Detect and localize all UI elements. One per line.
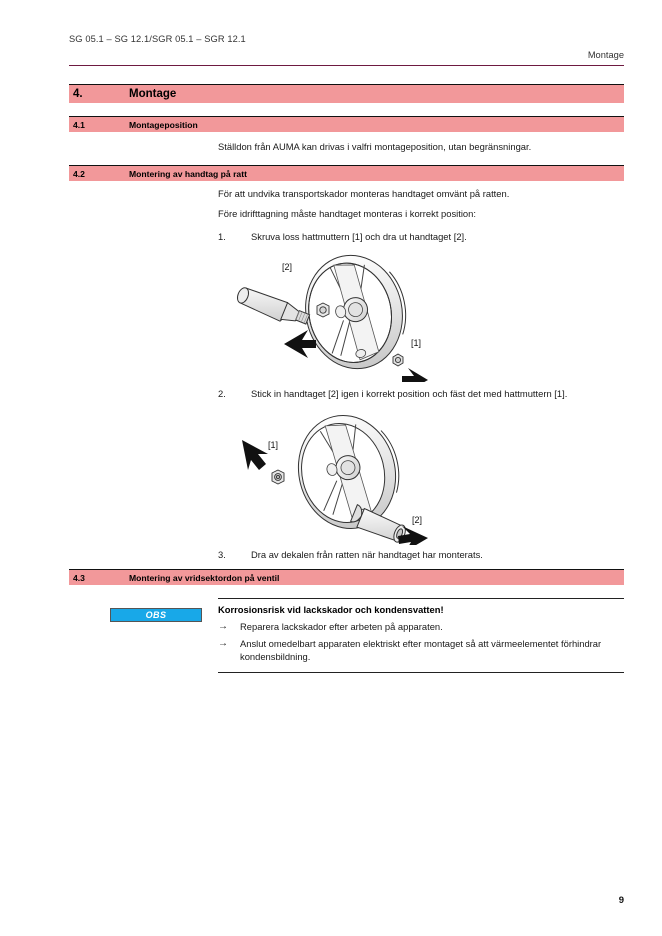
figure-handwheel-disassembly — [232, 252, 442, 382]
step-1-text: Skruva loss hattmuttern [1] och dra ut handtaget [2]. — [251, 231, 467, 242]
heading-4-3-title: Montering av vridsektordon på ventil — [129, 572, 280, 583]
running-head-left: SG 05.1 – SG 12.1/SGR 05.1 – SGR 12.1 — [69, 34, 246, 44]
note-badge-label: OBS — [145, 610, 167, 620]
heading-4-1-title: Montageposition — [129, 119, 198, 130]
figure-1-label-handle: [2] — [282, 262, 293, 272]
note-title: Korrosionsrisk vid lackskador och kondensvatten! — [218, 604, 444, 615]
heading-4-number: 4. — [73, 88, 83, 100]
figure-2-drawing — [232, 410, 442, 545]
heading-4-title: Montage — [129, 88, 177, 100]
arrow-bullet-icon: → — [218, 621, 228, 632]
page-number: 9 — [618, 895, 624, 906]
step-3-number: 3. — [218, 549, 226, 560]
running-head-right: Montage — [587, 50, 624, 60]
arrow-right-figure-1 — [402, 368, 428, 382]
figure-2-label-handle: [2] — [412, 515, 423, 525]
note-bottom-rule — [218, 672, 624, 673]
paragraph-4-1: Ställdon från AUMA kan drivas i valfri montageposition, utan begränsningar. — [218, 141, 532, 152]
heading-4-1-number: 4.1 — [73, 119, 85, 130]
figure-1-drawing — [232, 252, 442, 382]
heading-section-4-2 — [69, 165, 624, 181]
heading-4-3-number: 4.3 — [73, 572, 85, 583]
arrow-bullet-icon: → — [218, 638, 228, 649]
note-badge-obs — [110, 608, 202, 622]
note-item-1 — [218, 621, 624, 634]
step-item-3 — [218, 549, 624, 560]
heading-4-2-number: 4.2 — [73, 168, 85, 179]
figure-2-label-nut: [1] — [268, 440, 279, 450]
arrow-left-figure-2 — [242, 440, 268, 470]
step-2-number: 2. — [218, 388, 226, 399]
heading-section-4 — [69, 84, 624, 103]
note-top-rule — [218, 598, 624, 599]
paragraph-4-2-b: Före idrifttagning måste handtaget monteras i korrekt position: — [218, 208, 476, 219]
note-item-1-text: Reparera lackskador efter arbeten på apparaten. — [240, 621, 443, 632]
paragraph-4-2-a: För att undvika transportskador monteras handtaget omvänt på ratten. — [218, 188, 510, 199]
heading-section-4-3 — [69, 569, 624, 585]
step-item-2 — [218, 388, 624, 399]
figure-1-label-nut: [1] — [411, 338, 422, 348]
heading-4-2-title: Montering av handtag på ratt — [129, 168, 247, 179]
step-1-number: 1. — [218, 231, 226, 242]
step-3-text: Dra av dekalen från ratten när handtaget har monterats. — [251, 549, 483, 560]
step-item-1 — [218, 231, 624, 242]
heading-section-4-1 — [69, 116, 624, 132]
note-item-2-text: Anslut omedelbart apparaten elektriskt efter montaget så att värmeelementet förhindrar kondensbildning. — [240, 638, 602, 662]
note-item-2 — [218, 638, 624, 663]
figure-handwheel-assembled — [232, 410, 442, 545]
header-rule — [69, 65, 624, 66]
step-2-text: Stick in handtaget [2] igen i korrekt position och fäst det med hattmuttern [1]. — [251, 388, 568, 399]
